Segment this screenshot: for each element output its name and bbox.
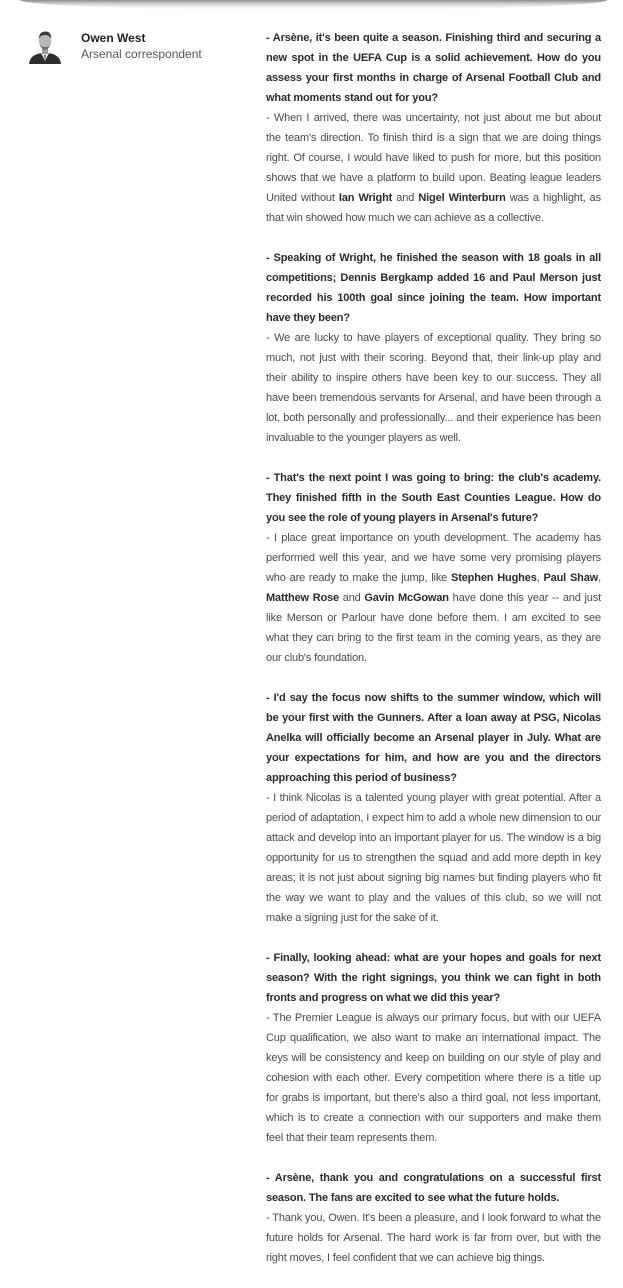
answer-text: - I think Nicolas is a talented young player with great potential. After a period of adaptation, I expect him to add a whole new dimension to our attack and develop into an important player for us. The window is a big opportunity for us to strengthen the squad and add more depth in key areas; it is not just about signing big names but finding players who fit the way we want to play and the values of this club, so we will not make a signing just for the sake of it.: [266, 792, 601, 924]
author-byline: [28, 28, 238, 68]
player-name: Nigel Winterburn: [418, 192, 506, 204]
qa-block: [266, 468, 601, 668]
interview-answer: [266, 528, 601, 668]
answer-text: ,: [536, 572, 544, 584]
top-shadow-divider: [20, 0, 607, 10]
answer-text: - The Premier League is always our primary focus, but with our UEFA Cup qualification, we also want to make an international impact. The keys will be consistency and keep on building on our style of play and cohesion with each other. Every competition where there is a title up for grabs is important, but there's also a third goal, not less important, which is to create a connection with our supporters and make them feel that their team represents them.: [266, 1012, 601, 1144]
interview-answer: [266, 328, 601, 448]
qa-block: [266, 248, 601, 448]
answer-text: ,: [598, 572, 601, 584]
interview-question: - Arsène, thank you and congratulations on a successful first season. The fans are excited to see what the future holds.: [266, 1172, 601, 1204]
person-portrait-icon: [28, 28, 62, 64]
interview-question: - Arsène, it's been quite a season. Finishing third and securing a new spot in the UEFA Cup is a solid achievement. How do you assess your first months in charge of Arsenal Football Club and what moments stand out for you?: [266, 32, 601, 104]
interview-question: - Speaking of Wright, he finished the season with 18 goals in all competitions; Dennis Bergkamp added 16 and Paul Merson just recorded his 100th goal since joining the team. How important have they been?: [266, 252, 601, 324]
qa-block: [266, 688, 601, 928]
player-name: Gavin McGowan: [364, 592, 449, 604]
qa-block: [266, 948, 601, 1148]
interview-answer: [266, 1208, 601, 1268]
qa-block: [266, 28, 601, 228]
player-name: Ian Wright: [338, 192, 393, 204]
answer-text: - We are lucky to have players of exceptional quality. They bring so much, not just with their scoring. Beyond that, their link-up play and their ability to inspire others have been key to our success. They all have been tremendous servants for Arsenal, and have been through a lot, both personally and professionally... and their experience has been invaluable to the younger players as well.: [266, 332, 601, 444]
player-name: Paul Shaw: [543, 572, 599, 584]
qa-block: [266, 1168, 601, 1268]
answer-text: was a highlight, as that win showed how much we can achieve as a collective.: [266, 192, 601, 224]
interview-answer: [266, 108, 601, 228]
interview-answer: [266, 788, 601, 928]
player-name: Stephen Hughes: [451, 572, 537, 584]
interview-article: [266, 28, 601, 1288]
answer-text: - When I arrived, there was uncertainty, not just about me but about the team's direction. To finish third is a sign that we are doing things right. Of course, I would have liked to push for more, but this position shows that we have a platform to build upon. Beating league leaders United without: [266, 112, 601, 204]
author-name: Owen West: [81, 31, 146, 45]
interview-answer: [266, 1008, 601, 1148]
player-name: Matthew Rose: [266, 592, 339, 604]
answer-text: and: [392, 192, 419, 204]
answer-text: and: [339, 592, 365, 604]
answer-text: - I place great importance on youth development. The academy has performed well this year, and we have some very promising players who are ready to make the jump, like: [266, 532, 601, 584]
author-role: Arsenal correspondent: [81, 47, 202, 61]
answer-text: have done this year -- and just like Merson or Parlour have done before them. I am excited to see what they can bring to the first team in the coming years, as they are our club's foundation.: [266, 592, 602, 664]
interview-question: - Finally, looking ahead: what are your hopes and goals for next season? With the right signings, you think we can fight in both fronts and progress on what we did this year?: [266, 952, 601, 1004]
interview-question: - I'd say the focus now shifts to the summer window, which will be your first with the Gunners. After a loan away at PSG, Nicolas Anelka will officially become an Arsenal player in July. What are your expectations for him, and how are you and the directors approaching this period of business?: [266, 692, 601, 784]
interview-question: - That's the next point I was going to bring: the club's academy. They finished fifth in the South East Counties League. How do you see the role of young players in Arsenal's future?: [266, 472, 601, 524]
answer-text: - Thank you, Owen. It's been a pleasure, and I look forward to what the future holds for Arsenal. The hard work is far from over, but with the right moves, I feel confident that we can achieve big things.: [266, 1212, 601, 1264]
